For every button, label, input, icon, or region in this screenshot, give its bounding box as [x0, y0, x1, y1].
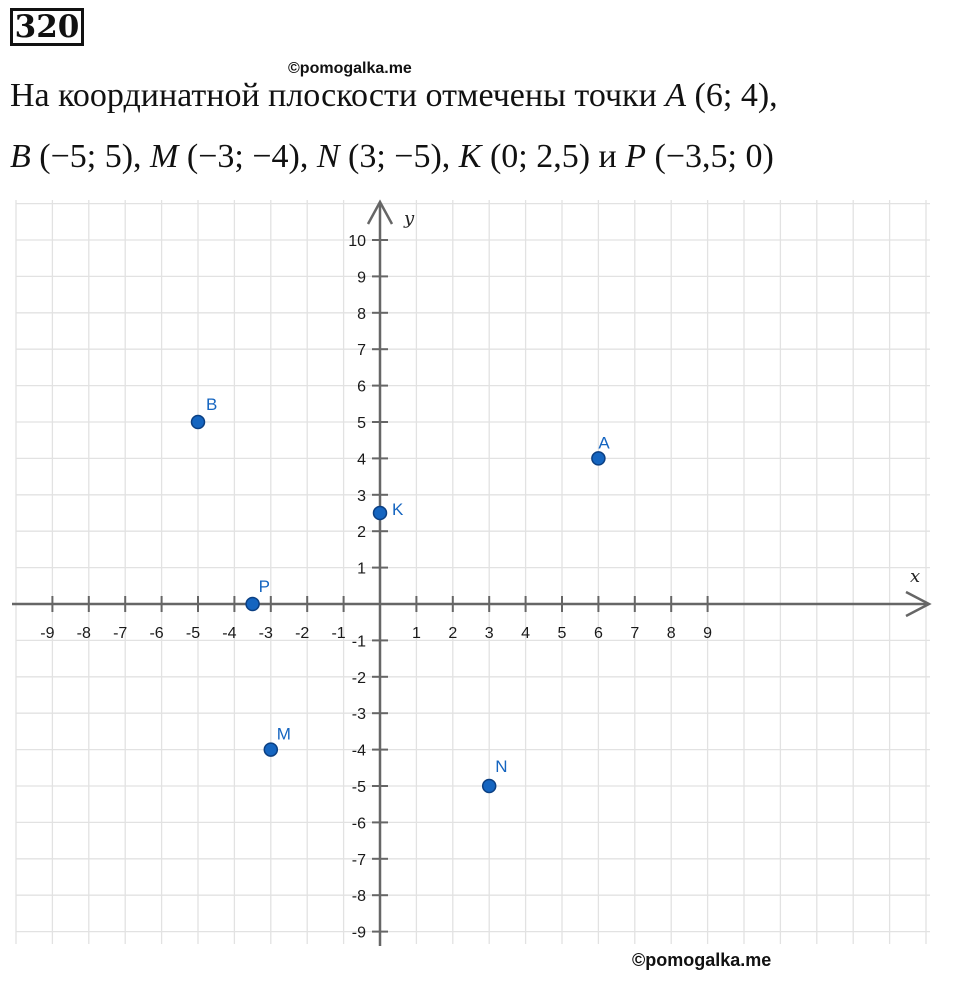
- y-tick-label: 6: [357, 378, 366, 396]
- y-tick-label: 3: [357, 487, 366, 505]
- point-coords-k: (0; 2,5) и: [481, 138, 626, 175]
- point-b: [192, 416, 205, 429]
- point-p: [246, 598, 259, 611]
- point-coords-n: (3; −5),: [339, 138, 459, 175]
- x-tick-label: -6: [149, 625, 164, 642]
- problem-number: 320: [10, 8, 84, 46]
- watermark-top: ©pomogalka.me: [288, 60, 412, 77]
- y-tick-label: 10: [348, 233, 366, 250]
- x-tick-label: 8: [666, 625, 676, 642]
- x-tick-label: 7: [630, 625, 640, 642]
- y-tick-label: 4: [357, 451, 366, 469]
- point-coords-m: (−3; −4),: [178, 138, 317, 175]
- point-label-p: P: [258, 577, 270, 596]
- axes: [12, 202, 929, 946]
- y-tick-label: 9: [357, 269, 366, 287]
- x-axis-label: x: [910, 566, 921, 587]
- y-tick-label: -1: [351, 633, 366, 651]
- point-name-a: A: [665, 77, 687, 114]
- point-name-b: B: [10, 138, 31, 175]
- y-tick-label: 5: [357, 415, 366, 432]
- x-tick-label: 9: [703, 625, 713, 642]
- watermark-bottom: ©pomogalka.me: [632, 950, 772, 970]
- point-name-k: K: [458, 138, 482, 175]
- problem-text-intro: На координатной плоскости отмечены точки: [10, 77, 666, 114]
- y-tick-label: -3: [351, 706, 366, 724]
- point-coords-b: (−5; 5),: [30, 138, 151, 175]
- point-coords-a: (6; 4),: [686, 77, 778, 114]
- y-tick-label: 8: [357, 305, 366, 323]
- point-label-a: A: [598, 433, 610, 453]
- y-tick-label: 7: [357, 342, 366, 360]
- axis-ticks: [40, 233, 712, 942]
- y-tick-label: -2: [351, 669, 366, 687]
- point-label-n: N: [495, 757, 508, 776]
- x-tick-label: 1: [411, 625, 421, 642]
- point-name-p: P: [625, 138, 647, 175]
- y-tick-label: -7: [351, 851, 366, 869]
- y-tick-label: -8: [351, 888, 366, 906]
- y-tick-label: 2: [357, 524, 366, 542]
- x-tick-label: -4: [222, 625, 237, 642]
- point-m: [264, 743, 277, 756]
- point-label-m: M: [276, 724, 291, 744]
- x-tick-label: -1: [331, 625, 346, 642]
- y-tick-label: -5: [351, 779, 366, 796]
- x-tick-label: 3: [484, 625, 494, 642]
- point-label-b: B: [206, 395, 218, 414]
- y-tick-label: 1: [357, 560, 366, 578]
- x-tick-label: 4: [521, 625, 531, 642]
- point-name-n: N: [316, 138, 340, 175]
- x-tick-label: 6: [593, 625, 603, 642]
- x-tick-label: -9: [40, 625, 55, 642]
- point-coords-p: (−3,5; 0): [646, 138, 774, 175]
- x-tick-label: -8: [76, 625, 91, 642]
- grid: [16, 200, 930, 944]
- y-tick-label: -4: [351, 742, 366, 760]
- point-label-k: K: [392, 500, 404, 519]
- point-a: [592, 452, 605, 465]
- x-tick-label: 2: [448, 625, 458, 642]
- x-tick-label: -7: [113, 625, 128, 642]
- x-tick-label: -5: [185, 625, 201, 642]
- point-n: [483, 780, 496, 793]
- x-tick-label: -2: [295, 625, 310, 642]
- point-k: [374, 507, 387, 520]
- point-name-m: M: [150, 138, 179, 175]
- x-tick-label: 5: [557, 625, 567, 642]
- points: [192, 395, 611, 793]
- x-tick-label: -3: [258, 625, 273, 642]
- y-tick-label: -9: [351, 924, 366, 942]
- y-tick-label: -6: [351, 815, 366, 833]
- y-axis-label: y: [404, 208, 415, 229]
